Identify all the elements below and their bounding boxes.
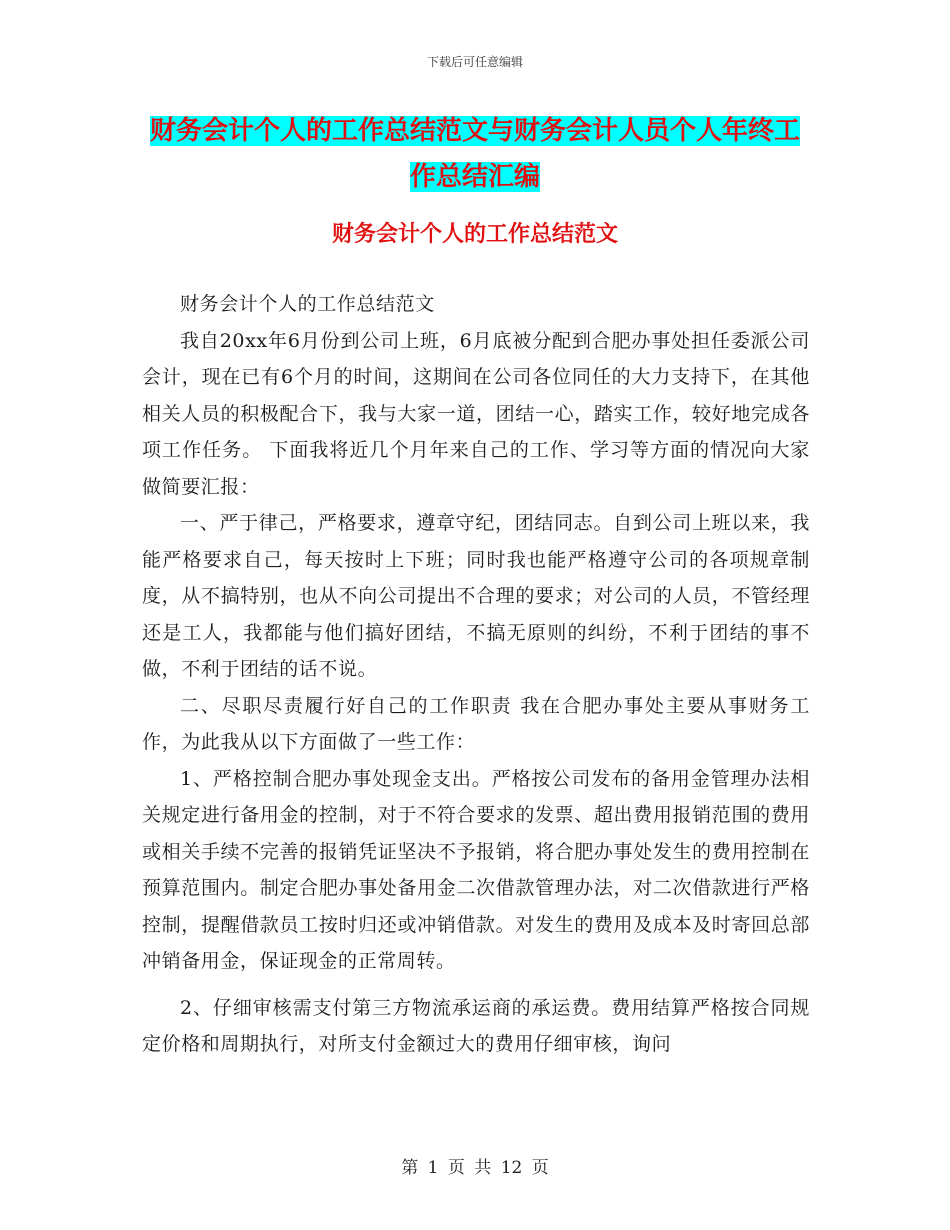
main-title [140, 108, 810, 200]
main-title-text: 财务会计个人的工作总结范文与财务会计人员个人年终工作总结汇编 [149, 116, 800, 192]
paragraph: 一、严于律己，严格要求，遵章守纪，团结同志。自到公司上班以来，我能严格要求自己，每天按时上下班；同时我也能严格遵守公司的各项规章制度，从不搞特别，也从不向公司提出不合理的要求；对公司的人员，不管经理还是工人，我都能与他们搞好团结，不搞无原则的纠纷，不利于团结的事不做，不利于团结的话不说。 [142, 512, 810, 680]
paragraph: 1、严格控制合肥办事处现金支出。严格按公司发布的备用金管理办法相关规定进行备用金的控制，对于不符合要求的发票、超出费用报销范围的费用或相关手续不完善的报销凭证坚决不予报销，将合肥办事处发生的费用控制在预算范围内。制定合肥办事处备用金二次借款管理办法，对二次借款进行严格控制，提醒借款员工按时归还或冲销借款。对发生的费用及成本及时寄回总部冲销备用金，保证现金的正常周转。 [142, 767, 810, 972]
section-title: 财务会计个人的工作总结范文 [331, 222, 618, 247]
paragraph: 财务会计个人的工作总结范文 [180, 293, 435, 315]
paragraph: 2、仔细审核需支付第三方物流承运商的承运费。费用结算严格按合同规定价格和周期执行，对所支付金额过大的费用仔细审核，询问 [142, 996, 810, 1055]
page-footer: 第 1 页 共 12 页 [401, 1158, 549, 1178]
paragraph: 我自20xx年6月份到公司上班，6月底被分配到合肥办事处担任委派公司会计，现在已有6个月的时间，这期间在公司各位同任的大力支持下，在其他相关人员的积极配合下，我与大家一道，团结一心，踏实工作，较好地完成各项工作任务。 下面我将近几个月年来自己的工作、学习等方面的情况向大家做简要汇报： [142, 329, 810, 498]
header-note: 下载后可任意编辑 [426, 55, 523, 69]
body-text [142, 286, 810, 1063]
paragraph: 二、尽职尽责履行好自己的工作职责 我在合肥办事处主要从事财务工作，为此我从以下方面做了一些工作： [142, 694, 810, 753]
